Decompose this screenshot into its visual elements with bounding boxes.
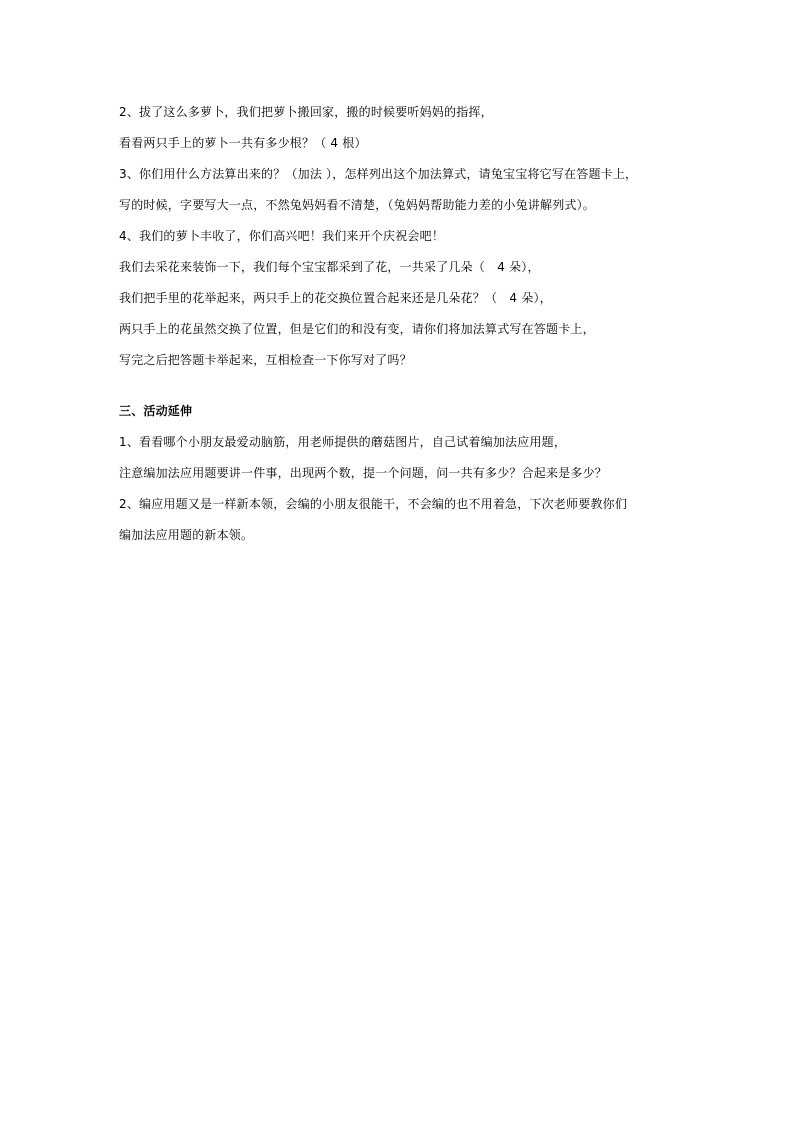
section-heading: 三、活动延伸 [119, 404, 193, 418]
paragraph-line-6: 我们去采花来装饰一下，我们每个宝宝都采到了花，一共采了几朵（ 4 朵）， [119, 260, 540, 274]
paragraph-line-7: 我们把手里的花举起来，两只手上的花交换位置合起来还是几朵花？（ 4 朵）， [119, 291, 552, 305]
extension-line-4: 编加法应用题的新本领。 [119, 528, 254, 542]
paragraph-line-5: 4、我们的萝卜丰收了，你们高兴吧！我们来开个庆祝会吧！ [119, 229, 445, 243]
paragraph-line-9: 写完之后把答题卡举起来，互相检查一下你写对了吗？ [119, 353, 412, 367]
paragraph-line-2: 看看两只手上的萝卜一共有多少根？（ 4 根） [119, 136, 367, 150]
paragraph-line-1: 2、拔了这么多萝卜，我们把萝卜搬回家，搬的时候要听妈妈的指挥， [119, 105, 493, 119]
extension-line-2: 注意编加法应用题要讲一件事，出现两个数，提一个问题，问一共有多少？合起来是多少？ [119, 466, 608, 480]
extension-line-3: 2、编应用题又是一样新本领，会编的小朋友很能干，不会编的也不用着急，下次老师要教你们 [119, 497, 628, 511]
paragraph-line-4: 写的时候，字要写大一点，不然兔妈妈看不清楚，（兔妈妈帮助能力差的小兔讲解列式）。 [119, 198, 596, 212]
paragraph-line-3: 3、你们用什么方法算出来的？（加法 ），怎样列出这个加法算式，请兔宝宝将它写在答题卡上， [119, 167, 638, 181]
extension-line-1: 1、看看哪个小朋友最爱动脑筋，用老师提供的蘑菇图片，自己试着编加法应用题， [119, 435, 567, 449]
paragraph-line-8: 两只手上的花虽然交换了位置，但是它们的和没有变，请你们将加法算式写在答题卡上， [119, 322, 595, 336]
